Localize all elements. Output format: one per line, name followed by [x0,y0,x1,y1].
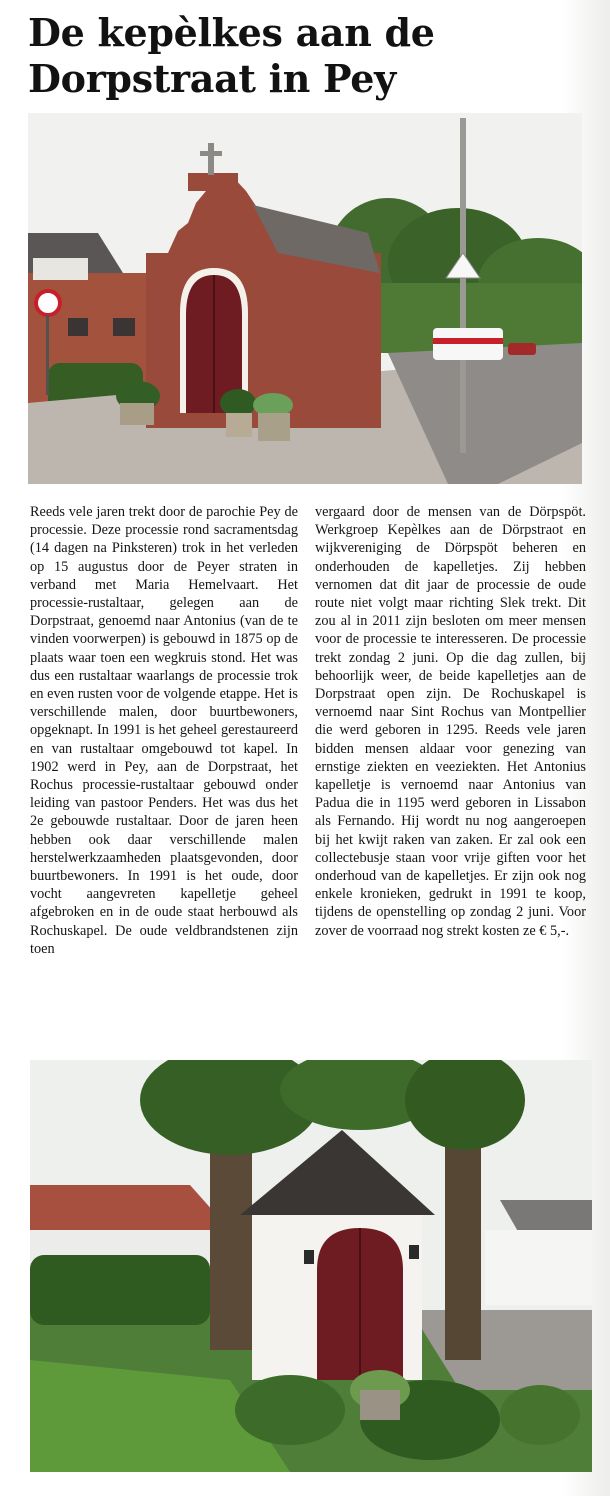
rochus-chapel-photo [30,1060,592,1472]
article-text: vergaard door de mensen van de Dörpspöt. Werkgroep Kepèlkes aan de Dörpstraot en wijkvereniging de Dörpspöt beheren en onderhouden de kapelletjes. Zij hebben vernomen dat dit jaar de processie de oude route niet volgt maar richting Slek trekt. Dit zou al in 2011 zijn besloten om meer mensen voor de processie te interesseren. De processie trekt zondag 2 juni. Op die dag zullen, bij behoorlijk weer, de beide kapelletjes aan de Dorpstraat open zijn. De Rochuskapel is vernoemd naar Sint Rochus van Montpellier die werd geboren in 1295. Reeds vele jaren bidden mensen aldaar voor genezing van ernstige ziekten en veeziekten. Het Antonius kapelletje is vernoemd naar Antonius van Padua die in 1195 werd geboren in Lissabon als Fernando. Hij wordt nu nog aangeroepen bij het kwijt raken van zaken. Er zal ook een collectebusje staan voor vrije giften voor het onderhoud van de kapelletjes. Er zijn ook nog enkele kronieken, gedrukt in 1991 te koop, tijdens de openstelling op zondag 2 juni. Voor zover de voorraad nog strekt kosten ze € 5,-. [315,504,586,939]
article-column-left [30,503,298,958]
antonius-chapel-photo [28,113,582,484]
article-column-right [315,503,586,940]
article-text: Reeds vele jaren trekt door de parochie Pey de processie. Deze processie rond sacramentsdag (14 dagen na Pinksteren) trok in het verleden op 15 augustus door de Peyer straten in verband met Maria Hemelvaart. Het processie-rustaltaar, gelegen aan de Dorpstraat, genoemd naar Antonius (van de te vinden voorwerpen) is gebouwd in 1875 op de plaats waar toen een wegkruis stond. Het was dus een rustaltaar waarlangs de processie trok en even rusten voor de volgende etappe. Het is verschillende malen, door buurtbewoners, opgeknapt. In 1991 is het geheel gerestaureerd en van rustaltaar omgebouwd tot kapel. In 1902 werd in Pey, aan de Dorpstraat, het Rochus processie-rustaltaar gebouwd onder leiding van pastoor Penders. Het was dus het 2e gebouwde rustaltaar. Door de jaren heen hebben ook daar verschillende malen herstelwerkzaamheden plaatsgevonden, door buurtbewoners. In 1991 is het oude, door vocht aangevreten kapelletje geheel afgebroken en in de oude staat herbouwd als Rochuskapel. De oude veldbrandstenen zijn toen [30,504,298,957]
article-headline: De kepèlkes aan de Dorpstraat in Pey [28,10,435,101]
